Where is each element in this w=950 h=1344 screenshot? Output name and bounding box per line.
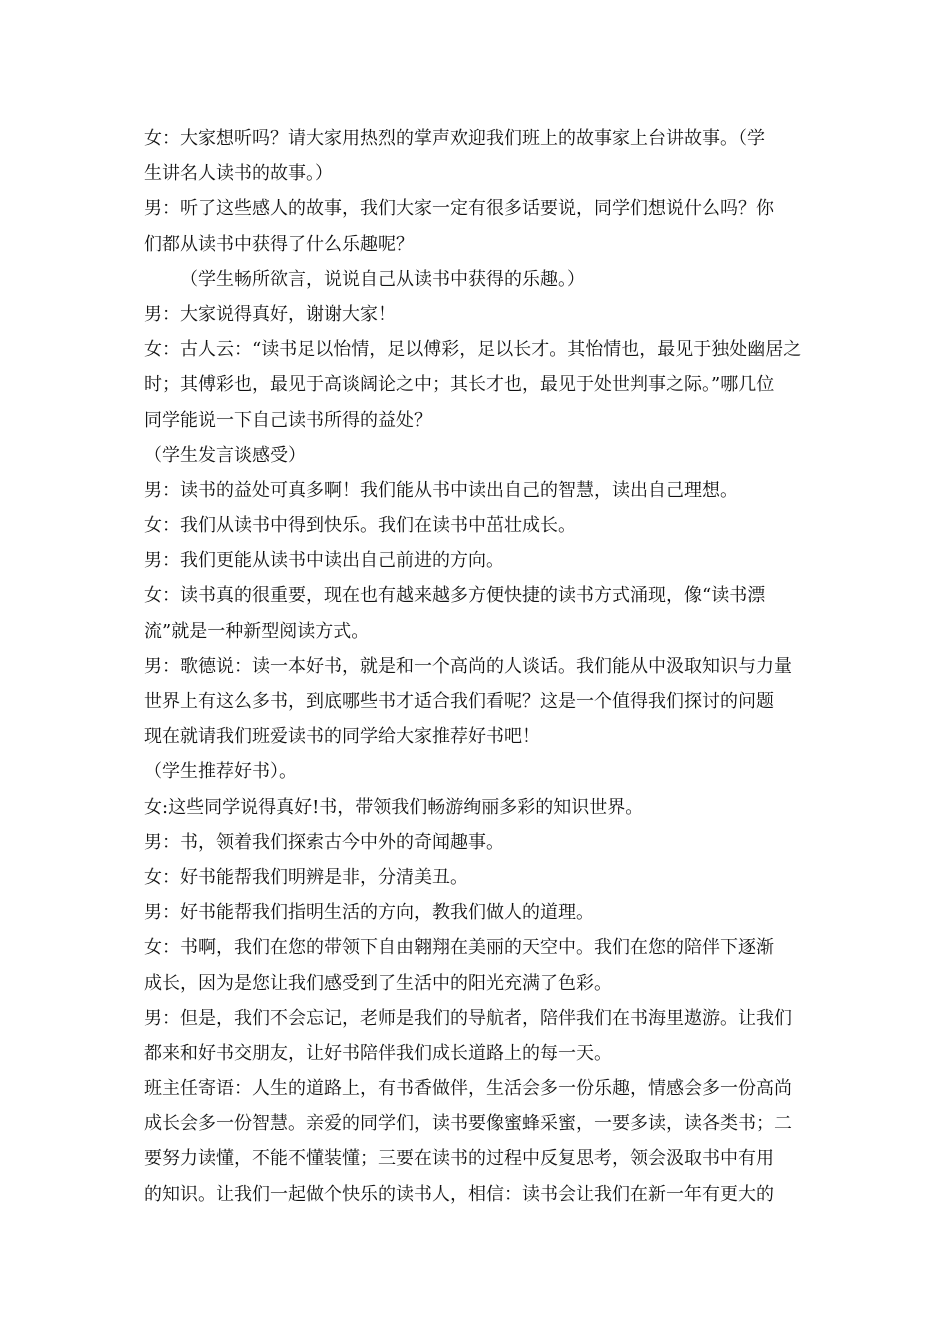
text-line: 成长会多一份智慧。亲爱的同学们，读书要像蜜蜂采蜜，一要多读，读各类书；二: [144, 1113, 792, 1135]
text-line: 男：好书能帮我们指明生活的方向，教我们做人的道理。: [144, 902, 594, 924]
text-line: 女：好书能帮我们明辨是非，分清美丑。: [144, 866, 468, 888]
stage-direction: （学生发言谈感受）: [144, 444, 306, 466]
text-line: 要努力读懂，不能不懂装懂；三要在读书的过程中反复思考，领会汲取书中有用: [144, 1148, 774, 1170]
text-line: 成长，因为是您让我们感受到了生活中的阳光充满了色彩。: [144, 972, 612, 994]
text-line: 女：读书真的很重要，现在也有越来越多方便快捷的读书方式涌现，像“读书漂: [144, 585, 766, 607]
text-line: 时；其傅彩也，最见于高谈阔论之中；其长才也，最见于处世判事之际。”哪几位: [144, 374, 775, 396]
text-line: 流”就是一种新型阅读方式。: [144, 620, 370, 642]
text-line: 男：我们更能从读书中读出自己前进的方向。: [144, 550, 504, 572]
text-line: 女：书啊，我们在您的带领下自由翱翔在美丽的天空中。我们在您的陪伴下逐渐: [144, 937, 774, 959]
stage-direction: （学生推荐好书）。: [144, 761, 297, 783]
text-line: 们都从读书中获得了什么乐趣呢？: [144, 233, 414, 255]
text-line: 都来和好书交朋友，让好书陪伴我们成长道路上的每一天。: [144, 1042, 612, 1064]
text-line: 班主任寄语：人生的道路上，有书香做伴，生活会多一份乐趣，情感会多一份高尚: [144, 1078, 792, 1100]
text-line: 男：读书的益处可真多啊！我们能从书中读出自己的智慧，读出自己理想。: [144, 479, 738, 501]
body-text: [144, 121, 810, 1212]
text-line: 男：歌德说：读一本好书，就是和一个高尚的人谈话。我们能从中汲取知识与力量: [144, 655, 792, 677]
text-line: 世界上有这么多书，到底哪些书才适合我们看呢？这是一个值得我们探讨的问题: [144, 691, 774, 712]
text-line: 女：大家想听吗？请大家用热烈的掌声欢迎我们班上的故事家上台讲故事。（学: [144, 128, 765, 149]
stage-direction: （学生畅所欲言，说说自己从读书中获得的乐趣。）: [180, 268, 585, 290]
text-line: 女：我们从读书中得到快乐。我们在读书中茁壮成长。: [144, 515, 576, 537]
text-line: 男：但是，我们不会忘记，老师是我们的导航者，陪伴我们在书海里遨游。让我们: [144, 1007, 792, 1029]
text-line: 女：古人云：“读书足以怡情，足以傅彩，足以长才。其怡情也，最见于独处幽居之: [144, 339, 802, 361]
text-line: 男：听了这些感人的故事，我们大家一定有很多话要说，同学们想说什么吗？你: [144, 198, 774, 220]
text-line: 男：大家说得真好，谢谢大家！: [144, 303, 396, 325]
text-line: 的知识。让我们一起做个快乐的读书人，相信：读书会让我们在新一年有更大的: [144, 1183, 774, 1205]
text-line: 男：书，领着我们探索古今中外的奇闻趣事。: [144, 831, 504, 853]
text-line: 生讲名人读书的故事。）: [144, 163, 333, 185]
text-line: 同学能说一下自己读书所得的益处？: [144, 409, 432, 431]
text-line: 现在就请我们班爱读书的同学给大家推荐好书吧！: [144, 726, 540, 748]
text-line: 女:这些同学说得真好!书，带领我们畅游绚丽多彩的知识世界。: [144, 796, 644, 818]
